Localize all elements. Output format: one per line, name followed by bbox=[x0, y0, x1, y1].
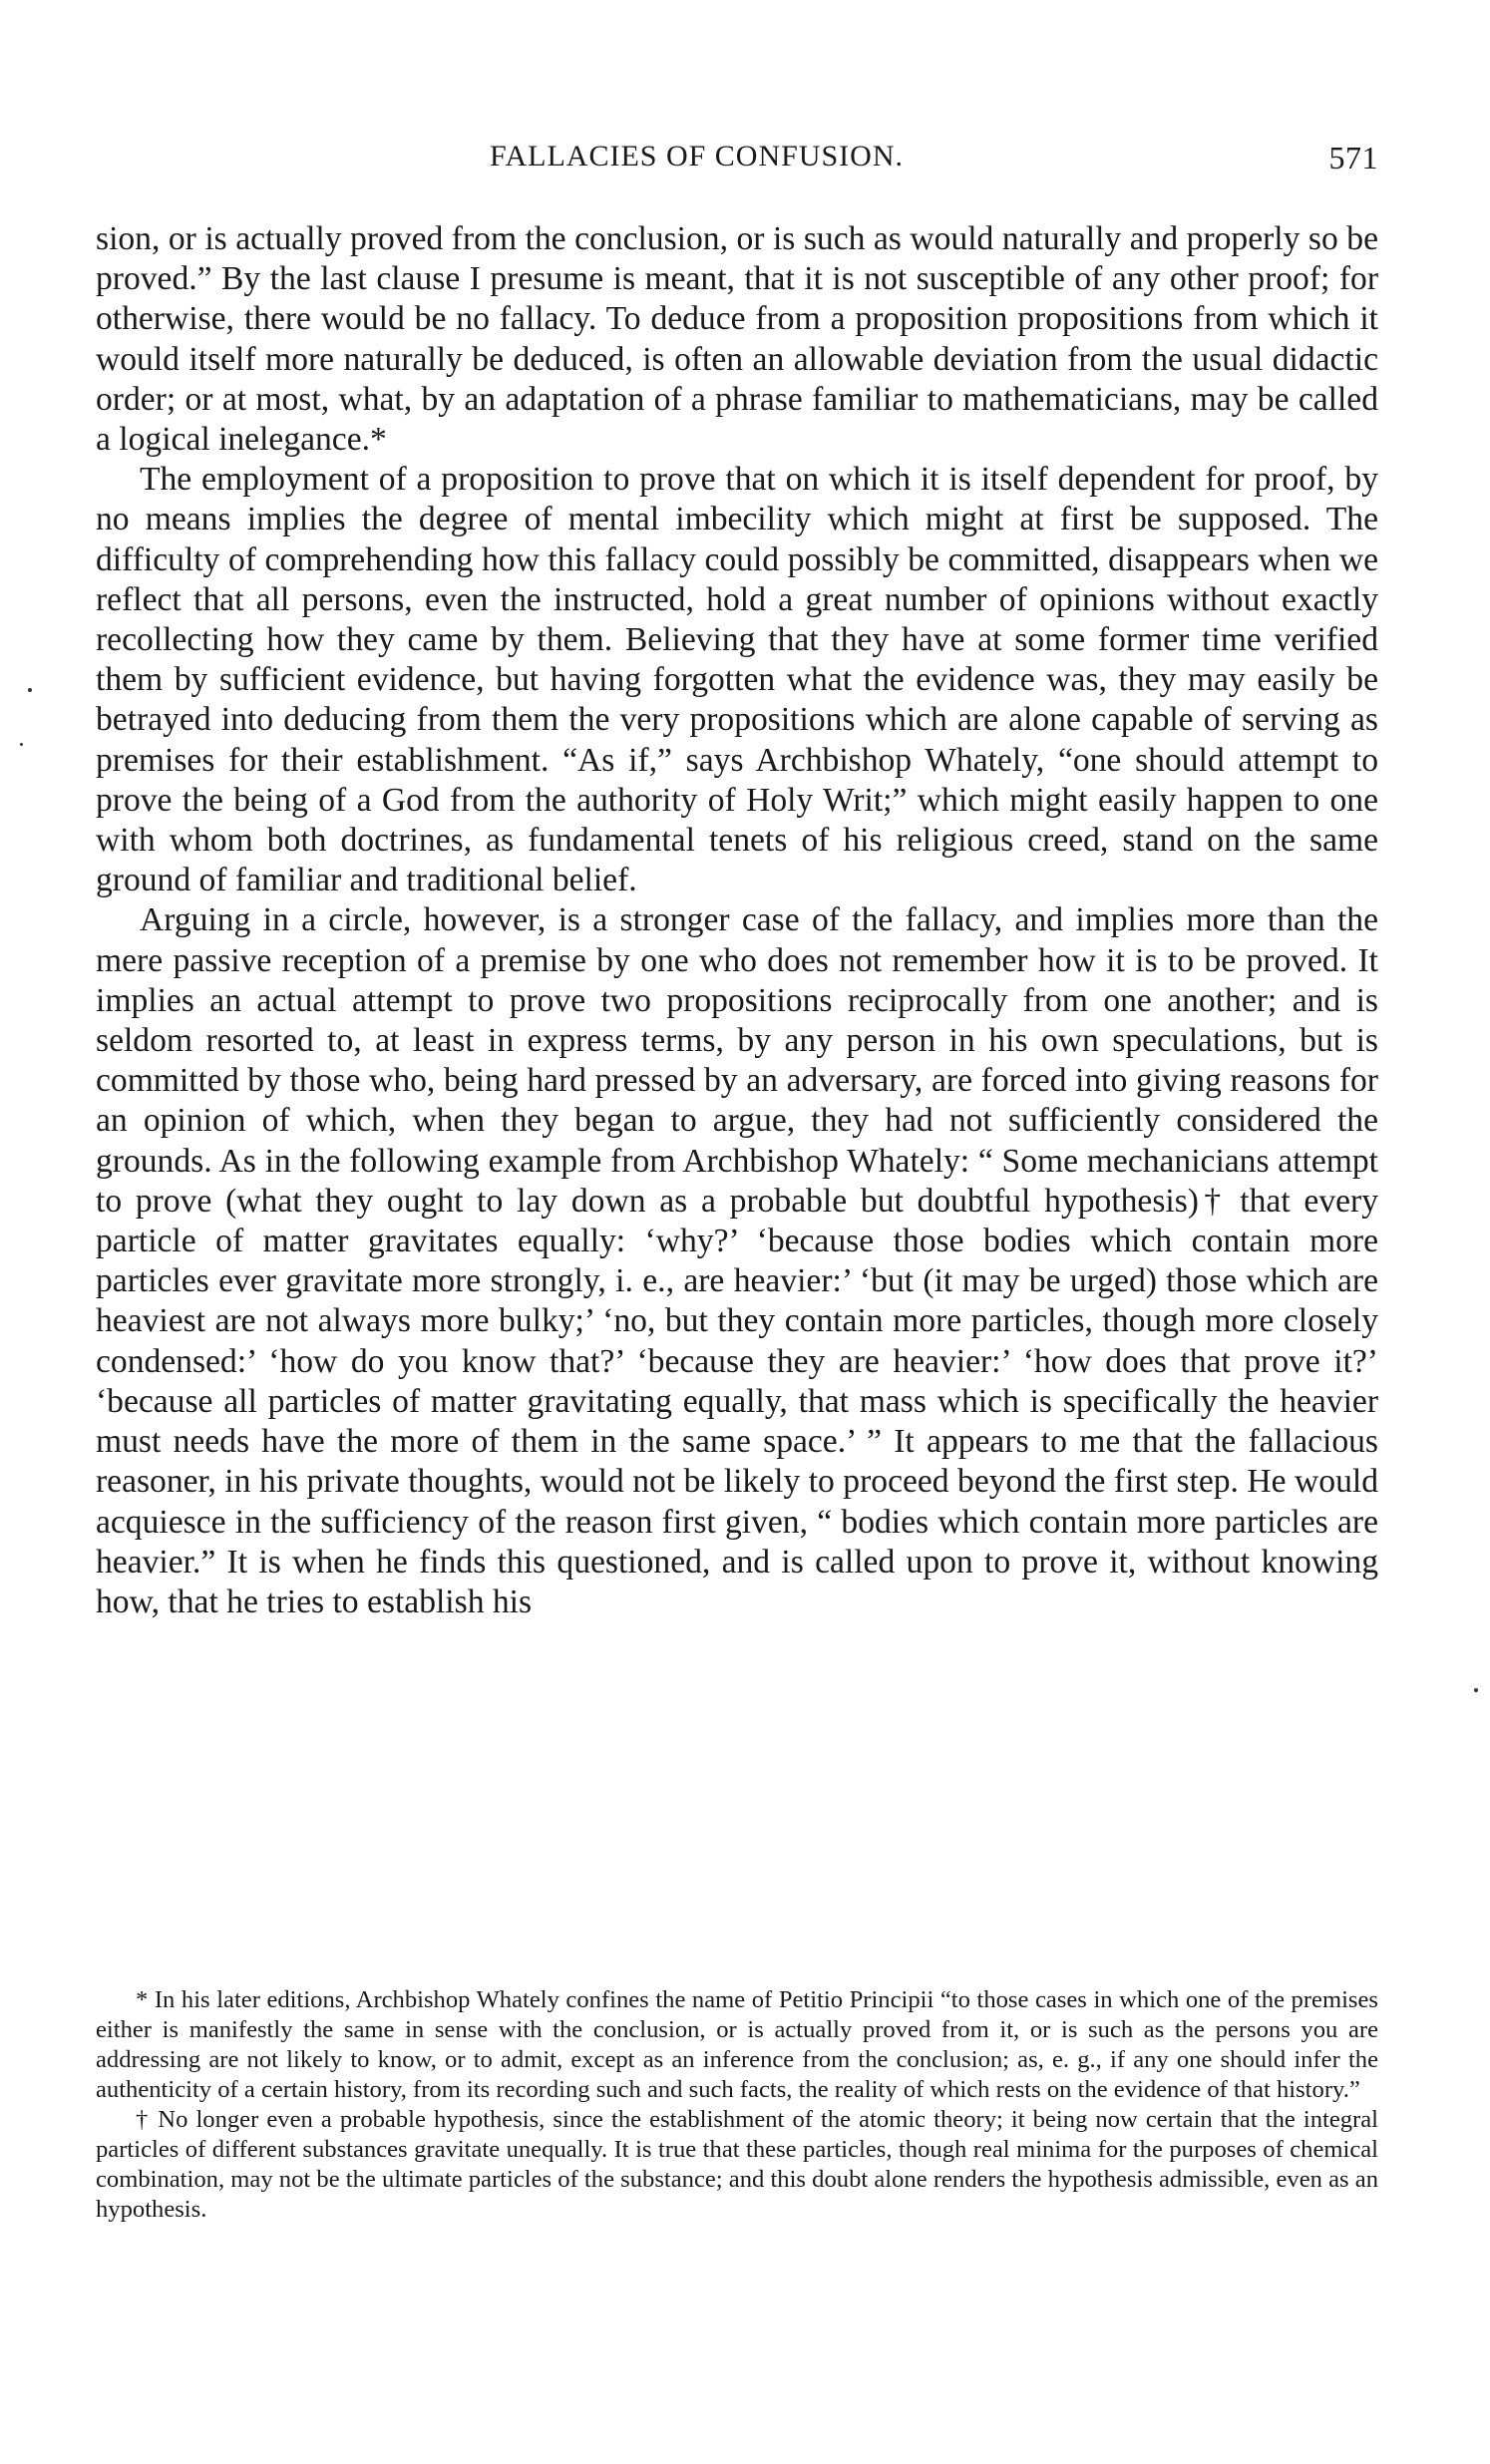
paragraph-circle: Arguing in a circle, however, is a stronger case of the fallacy, and implies more than the mere passive reception of a premise by one who does not remember how it is to be proved. It implies an actual attempt to prove two propositions reciprocally from one another; and is seldom resorted to, at least in express terms, by any person in his own speculations, but is committed by those who, being hard pressed by an adversary, are forced into giving reasons for an opinion of which, when they began to argue, they had not sufficiently considered the grounds. As in the following example from Archbishop Whately: “ Some mechanicians attempt to prove (what they ought to lay down as a probable but doubtful hypothesis)† that every particle of matter gravitates equally: ‘why?’ ‘because those bodies which contain more particles ever gravitate more strongly, i. e., are heavier:’ ‘but (it may be urged) those which are heaviest are not always more bulky;’ ‘no, but they contain more particles, though more closely condensed:’ ‘how do you know that?’ ‘because they are heavier:’ ‘how does that prove it?’ ‘because all particles of matter gravitating equally, that mass which is specifically the heavier must needs have the more of them in the same space.’ ” It appears to me that the fallacious reasoner, in his private thoughts, would not be likely to proceed beyond the first step. He would acquiesce in the sufficiency of the reason first given, “ bodies which contain more particles are heavier.” It is when he finds this questioned, and is called upon to prove it, without knowing how, that he tries to establish his bbox=[96, 901, 1378, 1620]
paragraph-continued: sion, or is actually proved from the conclusion, or is such as would naturally and properly so be proved.” By the last clause I presume is meant, that it is not susceptible of any other proof; for otherwise, there would be no fallacy. To deduce from a proposition propositions from which it would itself more naturally be deduced, is often an allowable deviation from the usual didactic order; or at most, what, by an adaptation of a phrase familiar to mathematicians, may be called a logical inelegance.* bbox=[96, 220, 1378, 459]
paragraph-petitio: The employment of a proposition to prove that on which it is itself dependent for proof, by no means implies the degree of mental imbecility which might at first be supposed. The difficulty of comprehending how this fallacy could possibly be committed, disappears when we reflect that all persons, even the instructed, hold a great number of opinions without exactly recollecting how they came by them. Believing that they have at some former time verified them by sufficient evidence, but having forgotten what the evidence was, they may easily be betrayed into deducing from them the very propositions which are alone capable of serving as premises for their establishment. “As if,” says Archbishop Whately, “one should attempt to prove the being of a God from the authority of Holy Writ;” which might easily happen to one with whom both doctrines, as fundamental tenets of his religious creed, stand on the same ground of familiar and traditional belief. bbox=[96, 461, 1378, 899]
footnotes bbox=[96, 1985, 1378, 2225]
page-number: 571 bbox=[1328, 140, 1378, 176]
chapter-title: FALLACIES OF CONFUSION. bbox=[490, 140, 904, 173]
margin-speck bbox=[28, 688, 32, 692]
margin-speck bbox=[20, 743, 23, 746]
footnote-asterisk: * In his later editions, Archbishop Whately confines the name of Petitio Principii “to those cases in which one of the premises either is manifestly the same in sense with the conclusion, or is actually proved from it, or is such as the persons you are addressing are not likely to know, or to admit, except as an inference from the conclusion; as, e. g., if any one should infer the authenticity of a certain history, from its recording such and such facts, the reality of which rests on the evidence of that history.” bbox=[96, 1986, 1378, 2103]
main-text bbox=[96, 219, 1378, 1622]
margin-speck bbox=[1474, 1688, 1478, 1692]
footnote-dagger: † No longer even a probable hypothesis, since the establishment of the atomic theory; it being now certain that the integral particles of different substances gravitate unequally. It is true that these particles, though real minima for the purposes of chemical combination, may not be the ultimate particles of the substance; and this doubt alone renders the hypothesis admissible, even as an hypothesis. bbox=[96, 2106, 1378, 2223]
